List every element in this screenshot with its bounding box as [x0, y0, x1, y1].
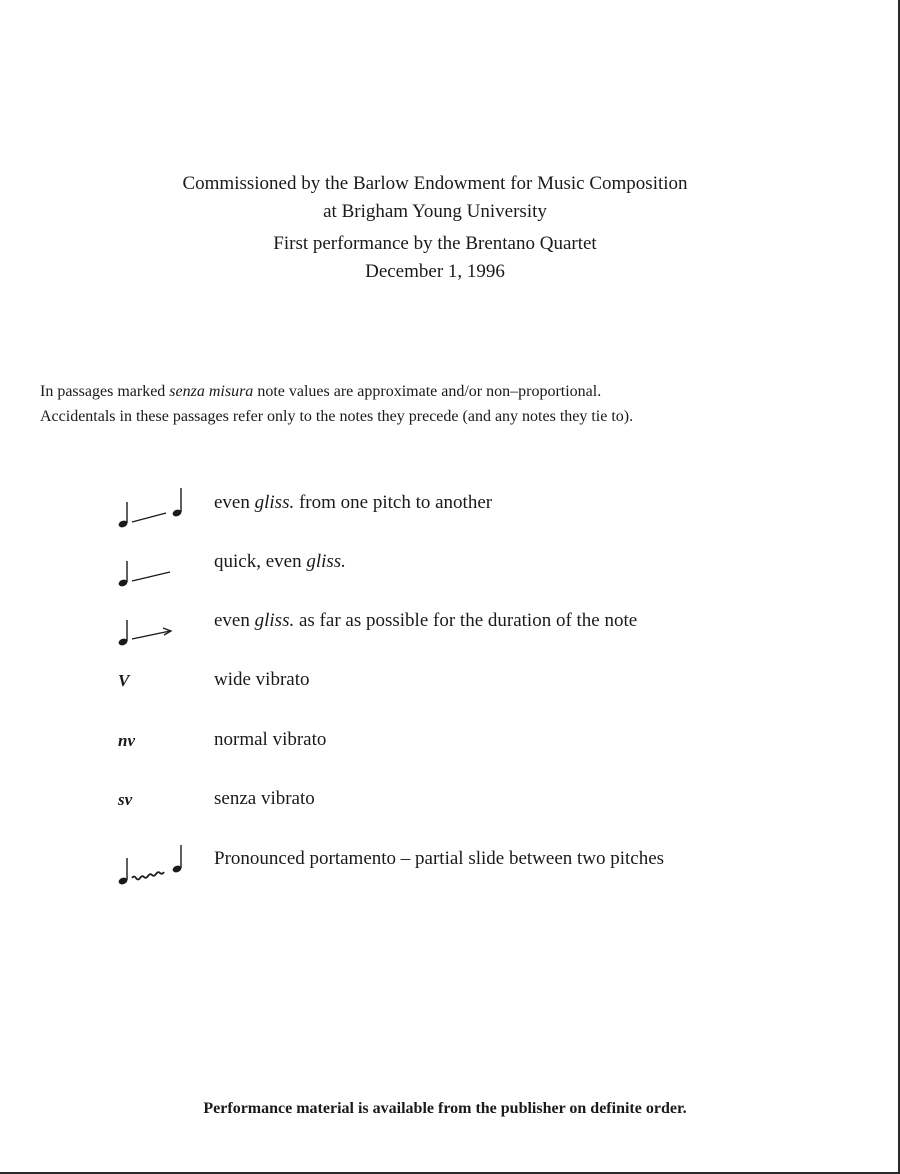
legend-desc-wide-vibrato: wide vibrato — [214, 669, 310, 690]
credits-block — [0, 170, 870, 286]
legend-row-wide-vibrato — [110, 661, 870, 711]
legend-desc-senza-vibrato: senza vibrato — [214, 788, 315, 809]
credits-line-commission: Commissioned by the Barlow Endowment for Music Composition — [182, 173, 688, 194]
legend-desc-normal-vibrato: normal vibrato — [214, 729, 327, 750]
credits-line-date: December 1, 1996 — [365, 261, 505, 282]
portamento-icon — [110, 840, 200, 890]
gliss-arrow-icon — [110, 602, 200, 652]
credits-line-university: at Brigham Young University — [323, 201, 547, 222]
credits-line-performance: First performance by the Brentano Quartet — [273, 233, 597, 254]
gliss-quick-icon — [110, 543, 200, 593]
normal-vibrato-symbol: nv — [118, 731, 135, 750]
intro-line-1: In passages marked senza misura note values are approximate and/or non–proportional. — [40, 383, 602, 400]
wide-vibrato-symbol: V — [118, 671, 130, 690]
gliss-two-notes-icon — [110, 484, 200, 534]
senza-misura-term: senza misura — [169, 383, 254, 400]
senza-vibrato-symbol: sv — [118, 790, 133, 809]
intro-line-2: Accidentals in these passages refer only to the notes they precede (and any notes they tie to). — [40, 408, 634, 425]
legend-row-portamento — [110, 840, 870, 890]
legend-desc-gliss-arrow: even gliss. as far as possible for the duration of the note — [214, 610, 638, 631]
legend-desc-quick-gliss: quick, even gliss. — [214, 551, 346, 572]
legend-row-senza-vibrato — [110, 780, 870, 830]
performance-notes-intro — [40, 379, 880, 429]
legend-desc-gliss: even gliss. from one pitch to another — [214, 492, 493, 513]
legend-row-gliss-arrow — [110, 602, 870, 652]
legend-row-gliss — [110, 484, 870, 534]
legend-desc-portamento: Pronounced portamento – partial slide between two pitches — [214, 848, 665, 869]
publisher-note: Performance material is available from the publisher on definite order. — [203, 1100, 687, 1117]
legend-row-normal-vibrato — [110, 721, 870, 771]
legend-row-quick-gliss — [110, 543, 870, 593]
